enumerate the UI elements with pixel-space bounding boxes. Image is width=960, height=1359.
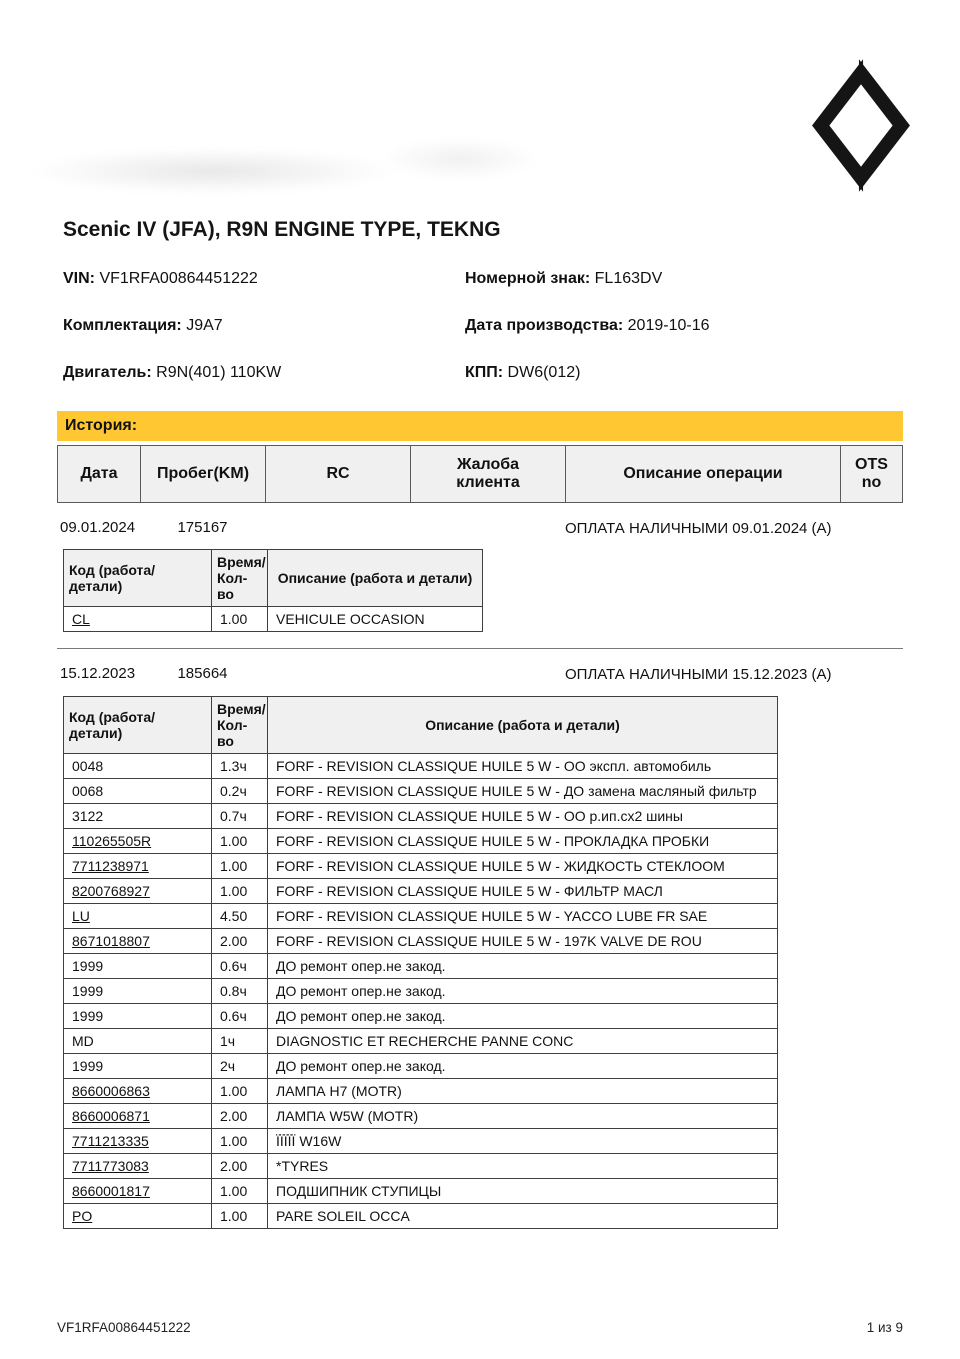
detail-code-cell [64, 1103, 212, 1128]
detail-desc-cell: FORF - REVISION CLASSIQUE HUILE 5 W - YACCO LUBE FR SAE [268, 903, 778, 928]
detail-row [64, 1178, 778, 1203]
history-banner: История: [57, 411, 903, 441]
detail-qty-cell: 4.50 [212, 903, 268, 928]
detail-table-head [64, 696, 778, 753]
detail-row [64, 953, 778, 978]
detail-code-text: 1999 [72, 1057, 104, 1074]
detail-code-text: 1999 [72, 957, 104, 974]
detail-row [64, 878, 778, 903]
detail-code-cell [64, 903, 212, 928]
detail-code-text: 0068 [72, 782, 104, 799]
info-row [63, 364, 903, 382]
detail-header-cell: Код (работа/детали) [64, 696, 212, 753]
field-label: Дата производства: [465, 317, 624, 334]
history-entry-row [57, 503, 903, 539]
detail-row [64, 1078, 778, 1103]
detail-desc-cell: ДО ремонт опер.не закод. [268, 978, 778, 1003]
field-value: R9N(401) 110KW [156, 364, 282, 381]
detail-desc-cell: *TYRES [268, 1153, 778, 1178]
detail-desc-cell: VEHICULE OCCASION [268, 607, 483, 632]
entry-ots [840, 665, 901, 685]
detail-row [64, 607, 483, 632]
detail-code-cell [64, 1028, 212, 1053]
detail-qty-cell: 0.8ч [212, 978, 268, 1003]
entry-date: 15.12.2023 [60, 665, 136, 683]
field-vin [63, 270, 465, 288]
detail-desc-cell: ДО ремонт опер.не закод. [268, 1053, 778, 1078]
detail-desc-cell: ДО ремонт опер.не закод. [268, 1003, 778, 1028]
detail-code-link[interactable]: PO [72, 1207, 93, 1224]
detail-code-cell [64, 1078, 212, 1103]
detail-code-cell [64, 878, 212, 903]
entry-mileage: 175167 [177, 519, 228, 536]
field-value: 2019-10-16 [627, 317, 710, 334]
entry-complaint [410, 519, 565, 539]
detail-code-cell [64, 778, 212, 803]
detail-row [64, 753, 778, 778]
detail-row [64, 1053, 778, 1078]
entry-date: 09.01.2024 [60, 519, 136, 536]
detail-code-link[interactable]: LU [72, 907, 90, 924]
document-content [57, 0, 903, 1245]
detail-header-row [64, 550, 483, 607]
detail-code-link[interactable]: 110265505R [72, 832, 152, 849]
field-label: VIN: [63, 270, 95, 287]
detail-row [64, 778, 778, 803]
detail-qty-cell: 1.00 [212, 1078, 268, 1103]
entry-rc [265, 519, 410, 539]
field-value: DW6(012) [507, 364, 581, 381]
detail-code-text: MD [72, 1032, 94, 1049]
detail-qty-cell: 2.00 [212, 1153, 268, 1178]
detail-desc-cell: FORF - REVISION CLASSIQUE HUILE 5 W - ДО замена масляный фильтр [268, 778, 778, 803]
detail-qty-cell: 0.7ч [212, 803, 268, 828]
detail-header-cell: Время/Кол-во [212, 696, 268, 753]
detail-code-cell [64, 928, 212, 953]
detail-desc-cell: FORF - REVISION CLASSIQUE HUILE 5 W - ЖИДКОСТЬ СТЕКЛООМ [268, 853, 778, 878]
detail-row [64, 1128, 778, 1153]
field-label: Двигатель: [63, 364, 152, 381]
detail-desc-cell: FORF - REVISION CLASSIQUE HUILE 5 W - 197K VALVE DE ROU [268, 928, 778, 953]
history-table-header [57, 445, 903, 503]
entry-description: ОПЛАТА НАЛИЧНЫМИ 09.01.2024 (A) [565, 520, 832, 537]
detail-row [64, 1103, 778, 1128]
detail-row [64, 978, 778, 1003]
detail-code-cell [64, 1128, 212, 1153]
detail-code-cell [64, 853, 212, 878]
history-entry-row [57, 649, 903, 685]
column-header-rc: RC [266, 446, 411, 502]
page-footer [57, 1320, 903, 1335]
detail-code-link[interactable]: 8660006871 [72, 1107, 150, 1124]
detail-desc-cell: FORF - REVISION CLASSIQUE HUILE 5 W - ПРОКЛАДКА ПРОБКИ [268, 828, 778, 853]
field-value: FL163DV [594, 270, 663, 287]
entry-mileage: 185664 [177, 665, 228, 683]
info-row [63, 270, 903, 288]
detail-qty-cell: 1.00 [212, 828, 268, 853]
field-production-date [465, 317, 903, 335]
detail-code-cell [64, 978, 212, 1003]
detail-row [64, 903, 778, 928]
field-label: КПП: [465, 364, 504, 381]
detail-code-cell [64, 753, 212, 778]
detail-row [64, 853, 778, 878]
detail-qty-cell: 2.00 [212, 1103, 268, 1128]
detail-qty-cell: 0.2ч [212, 778, 268, 803]
detail-qty-cell: 1.00 [212, 1178, 268, 1203]
detail-qty-cell: 0.6ч [212, 953, 268, 978]
detail-header-row [64, 696, 778, 753]
detail-qty-cell: 2ч [212, 1053, 268, 1078]
footer-vin: VF1RFA00864451222 [57, 1320, 191, 1335]
history-entry [57, 503, 903, 649]
detail-qty-cell: 1.3ч [212, 753, 268, 778]
detail-desc-cell: ПОДШИПНИК СТУПИЦЫ [268, 1178, 778, 1203]
field-plate [465, 270, 903, 288]
detail-code-link[interactable]: 7711213335 [72, 1132, 149, 1149]
field-gearbox [465, 364, 903, 382]
detail-body [64, 753, 778, 1228]
detail-code-link[interactable]: 8671018807 [72, 932, 150, 949]
detail-qty-cell: 0.6ч [212, 1003, 268, 1028]
detail-qty-cell: 1.00 [212, 853, 268, 878]
detail-row [64, 1028, 778, 1053]
entry-description: ОПЛАТА НАЛИЧНЫМИ 15.12.2023 (A) [565, 666, 832, 684]
detail-row [64, 803, 778, 828]
column-header-operation: Описание операции [566, 446, 841, 502]
field-label: Номерной знак: [465, 270, 591, 287]
detail-desc-cell: ДО ремонт опер.не закод. [268, 953, 778, 978]
detail-qty-cell: 1.00 [212, 878, 268, 903]
detail-header-cell: Время/Кол-во [212, 550, 268, 607]
detail-code-cell [64, 607, 212, 632]
detail-code-text: 0048 [72, 757, 104, 774]
detail-code-cell [64, 1178, 212, 1203]
vehicle-title: Scenic IV (JFA), R9N ENGINE TYPE, TEKNG [63, 218, 501, 241]
field-trim [63, 317, 465, 335]
vehicle-info [63, 270, 903, 382]
history-entry [57, 649, 903, 1244]
detail-code-link[interactable]: 7711773083 [72, 1157, 149, 1174]
detail-row [64, 828, 778, 853]
detail-code-cell [64, 1003, 212, 1028]
history-entries [57, 503, 903, 1245]
detail-qty-cell: 2.00 [212, 928, 268, 953]
detail-desc-cell: ЛАМПА W5W (MOTR) [268, 1103, 778, 1128]
entry-complaint [410, 665, 565, 685]
detail-code-link[interactable]: CL [72, 611, 90, 628]
field-value: VF1RFA00864451222 [99, 270, 258, 287]
detail-code-text: 1999 [72, 982, 104, 999]
detail-code-cell [64, 1153, 212, 1178]
field-label: Комплектация: [63, 317, 182, 334]
detail-row [64, 1003, 778, 1028]
detail-qty-cell: 1.00 [212, 607, 268, 632]
detail-desc-cell: DIAGNOSTIC ET RECHERCHE PANNE CONC [268, 1028, 778, 1053]
detail-code-cell [64, 1053, 212, 1078]
detail-desc-cell: FORF - REVISION CLASSIQUE HUILE 5 W - ОО экспл. автомобиль [268, 753, 778, 778]
detail-code-link[interactable]: 8660006863 [72, 1082, 150, 1099]
detail-qty-cell: 1.00 [212, 1128, 268, 1153]
column-header-mileage: Пробег(KM) [141, 446, 266, 502]
detail-desc-cell: PARE SOLEIL OCCA [268, 1203, 778, 1228]
detail-desc-cell: FORF - REVISION CLASSIQUE HUILE 5 W - ФИЛЬТР МАСЛ [268, 878, 778, 903]
detail-table [63, 696, 778, 1229]
detail-header-cell: Описание (работа и детали) [268, 696, 778, 753]
column-header-complaint: Жалоба клиента [411, 446, 566, 502]
detail-qty-cell: 1ч [212, 1028, 268, 1053]
detail-body [64, 607, 483, 632]
detail-code-cell [64, 1203, 212, 1228]
detail-table [63, 549, 483, 632]
info-row [63, 317, 903, 335]
detail-header-cell: Описание (работа и детали) [268, 550, 483, 607]
footer-page-number: 1 из 9 [866, 1320, 903, 1335]
detail-qty-cell: 1.00 [212, 1203, 268, 1228]
detail-desc-cell: ЛАМПА H7 (MOTR) [268, 1078, 778, 1103]
detail-code-link[interactable]: 8660001817 [72, 1182, 150, 1199]
detail-desc-cell: FORF - REVISION CLASSIQUE HUILE 5 W - ОО р.ип.сх2 шины [268, 803, 778, 828]
detail-desc-cell: ÏÏÏÏÏ W16W [268, 1128, 778, 1153]
detail-code-link[interactable]: 8200768927 [72, 882, 150, 899]
entry-rc [265, 665, 410, 685]
field-engine [63, 364, 465, 382]
detail-code-link[interactable]: 7711238971 [72, 857, 149, 874]
column-header-date: Дата [58, 446, 141, 502]
field-value: J9A7 [186, 317, 223, 334]
detail-code-cell [64, 828, 212, 853]
detail-row [64, 928, 778, 953]
detail-row [64, 1153, 778, 1178]
detail-row [64, 1203, 778, 1228]
detail-table-head [64, 550, 483, 607]
detail-code-text: 3122 [72, 807, 104, 824]
detail-header-cell: Код (работа/детали) [64, 550, 212, 607]
entry-ots [840, 519, 901, 539]
detail-code-text: 1999 [72, 1007, 104, 1024]
column-header-ots: OTS no [855, 456, 888, 491]
detail-code-cell [64, 953, 212, 978]
detail-code-cell [64, 803, 212, 828]
